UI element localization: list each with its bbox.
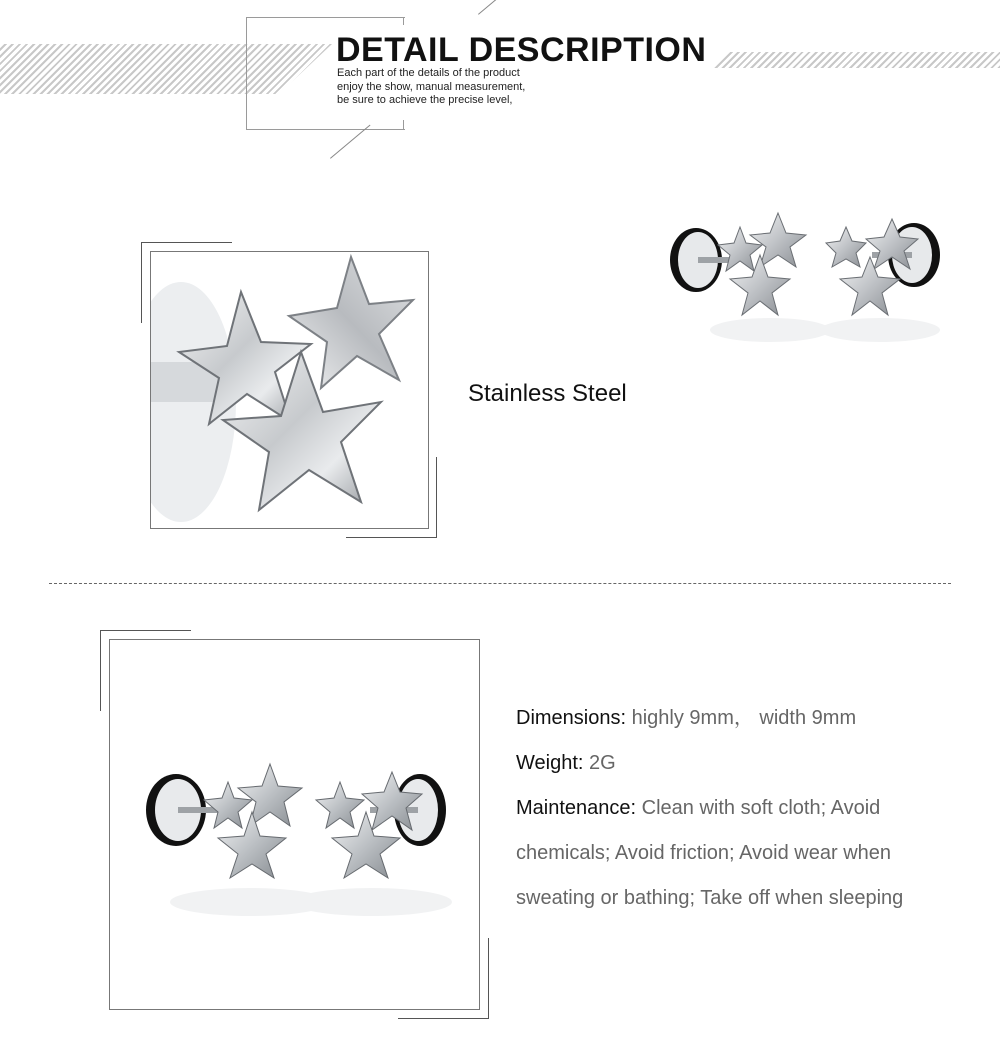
- product-specs: [516, 696, 936, 921]
- spec-maintenance: [516, 786, 936, 921]
- spec-label: Dimensions:: [516, 707, 627, 729]
- header-frame-tick: [403, 120, 404, 129]
- star-earring-closeup-icon: [151, 252, 428, 528]
- spec-value: Clean with soft cloth; Avoid chemicals; Avoid friction; Avoid wear when sweating or bathing; Take off when sleeping: [516, 797, 904, 909]
- spec-value: highly 9mm， width 9mm: [626, 707, 857, 729]
- subtitle-line: enjoy the show, manual measurement,: [337, 80, 526, 93]
- product-image-frame: [109, 639, 480, 1010]
- subtitle-line: be sure to achieve the precise level,: [337, 94, 513, 106]
- spec-dimensions: [516, 696, 936, 741]
- closeup-image-frame: [150, 251, 429, 529]
- spec-weight: [516, 741, 936, 786]
- header-frame-tick: [403, 17, 404, 25]
- spec-label: Maintenance:: [516, 797, 637, 819]
- header-diagonal: [478, 0, 511, 15]
- header-subtitle: [337, 67, 525, 108]
- page-title: DETAIL DESCRIPTION: [336, 30, 710, 70]
- material-label: Stainless Steel: [468, 380, 627, 407]
- spec-label: Weight:: [516, 752, 584, 774]
- subtitle-line: Each part of the details of the product: [337, 67, 520, 79]
- header-stripe-right: [712, 52, 1000, 68]
- section-divider: [49, 583, 951, 584]
- star-earrings-pair-icon: [660, 205, 960, 355]
- star-earrings-pair-icon: [110, 640, 479, 1009]
- spec-value: 2G: [583, 752, 616, 774]
